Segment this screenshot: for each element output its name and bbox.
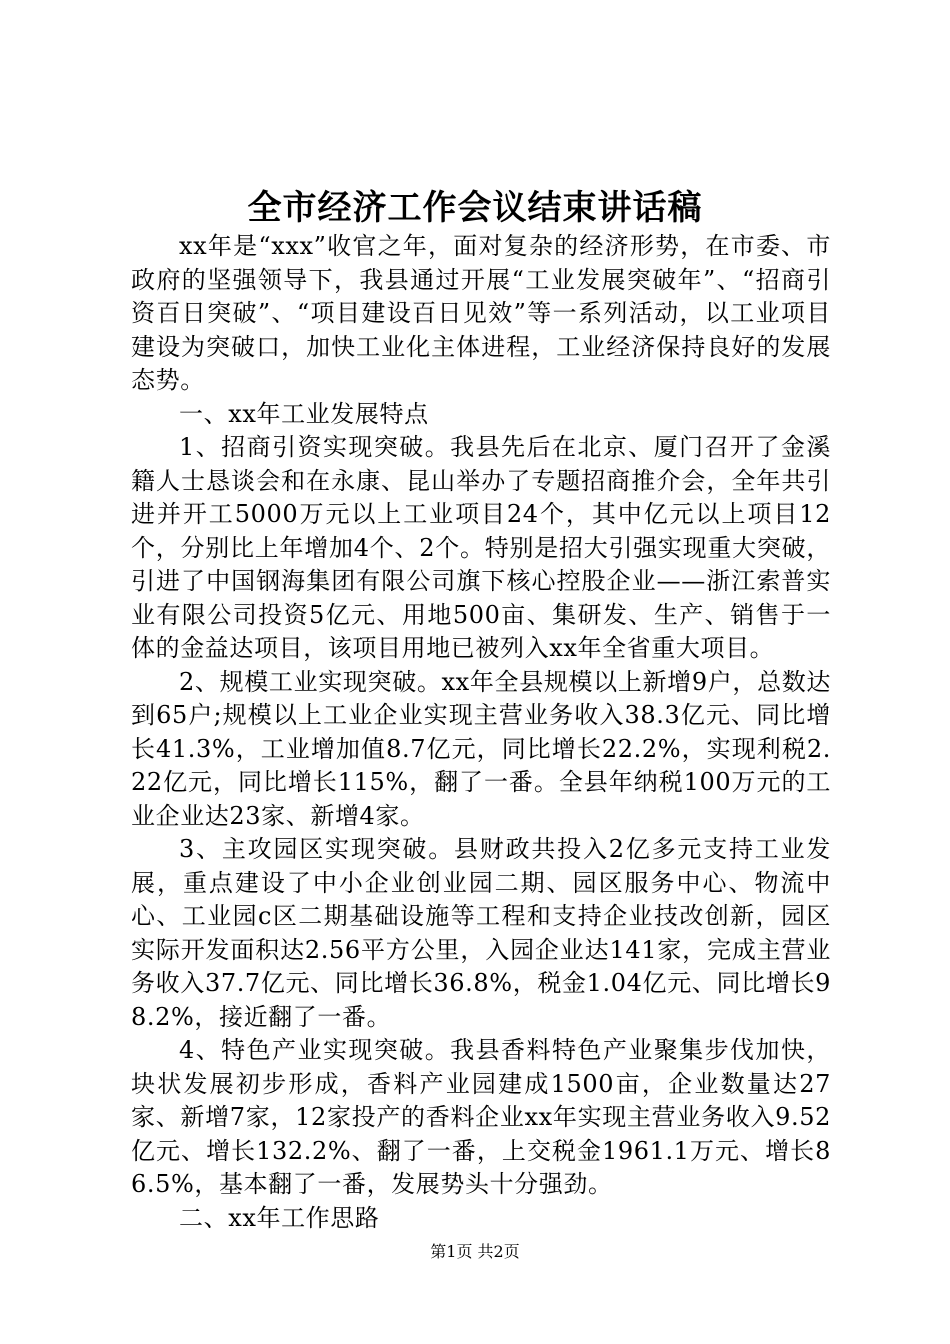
paragraph-item-2: 2、规模工业实现突破。xx年全县规模以上新增9户，总数达到65户;规模以上工业企业实现主营业务收入38.3亿元、同比增长41.3%，工业增加值8.7亿元，同比增长22.2%，实现利税2.22亿元，同比增长115%，翻了一番。全县年纳税100万元的工业企业达23家、新增4家。 [131,667,831,830]
document-body [131,230,831,1235]
page-number-footer: 第1页 共2页 [430,1242,520,1261]
paragraph-item-4: 4、特色产业实现突破。我县香料特色产业聚集步伐加快，块状发展初步形成，香料产业园建成1500亩，企业数量达27家、新增7家，12家投产的香料企业xx年实现主营业务收入9.52亿元、增长132.2%、翻了一番，上交税金1961.1万元、增长86.5%，基本翻了一番，发展势头十分强劲。 [131,1036,831,1198]
paragraph-item-1: 1、招商引资实现突破。我县先后在北京、厦门召开了金溪籍人士恳谈会和在永康、昆山举办了专题招商推介会，全年共引进并开工5000万元以上工业项目24个，其中亿元以上项目12个，分别比上年增加4个、2个。特别是招大引强实现重大突破，引进了中国钢海集团有限公司旗下核心控股企业——浙江索普实业有限公司投资5亿元、用地500亩、集研发、生产、销售于一体的金益达项目，该项目用地已被列入xx年全省重大项目。 [131,433,831,662]
paragraph-item-3: 3、主攻园区实现突破。县财政共投入2亿多元支持工业发展，重点建设了中小企业创业园二期、园区服务中心、物流中心、工业园c区二期基础设施等工程和支持企业技改创新，园区实际开发面积达2.56平方公里，入园企业达141家，完成主营业务收入37.7亿元、同比增长36.8%，税金1.04亿元、同比增长98.2%，接近翻了一番。 [131,835,831,1031]
document-title: 全市经济工作会议结束讲话稿 [247,188,703,228]
section-heading-2: 二、xx年工作思路 [179,1203,380,1232]
paragraph-intro: xx年是“xxx”收官之年，面对复杂的经济形势，在市委、市政府的坚强领导下，我县通过开展“工业发展突破年”、“招商引资百日突破”、“项目建设百日见效”等一系列活动，以工业项目建设为突破口，加快工业化主体进程，工业经济保持良好的发展态势。 [131,232,831,394]
section-heading-1: 一、xx年工业发展特点 [179,399,429,428]
